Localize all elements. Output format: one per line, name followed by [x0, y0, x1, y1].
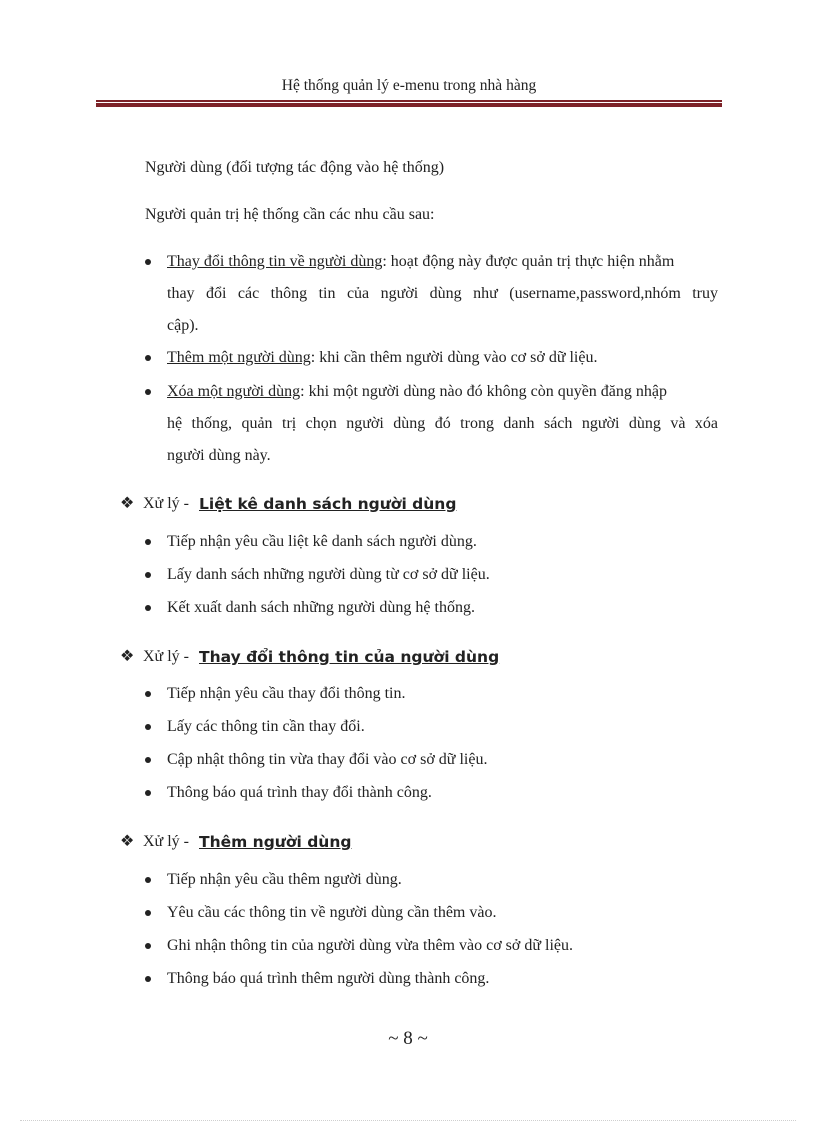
list-item: Cập nhật thông tin vừa thay đổi vào cơ sở dữ liệu.	[167, 751, 488, 768]
section-label: Xử lý -	[143, 648, 189, 665]
bullet-icon	[145, 943, 151, 949]
section-title: Thêm người dùng	[199, 833, 352, 851]
intro-line-2: Người quản trị hệ thống cần các nhu cầu sau:	[145, 206, 435, 223]
bullet-icon	[145, 691, 151, 697]
need-desc-line: thay đổi các thông tin của người dùng như (username,password,nhóm truy	[167, 285, 718, 302]
list-item: Thông báo quá trình thay đổi thành công.	[167, 784, 432, 801]
list-item: Thông báo quá trình thêm người dùng thành công.	[167, 970, 490, 987]
need-term: Xóa một người dùng	[167, 383, 301, 400]
diamond-bullet-icon: ❖	[120, 648, 135, 665]
list-item: Kết xuất danh sách những người dùng hệ thống.	[167, 599, 475, 616]
bullet-icon	[145, 539, 151, 545]
need-desc: : khi cần thêm người dùng vào cơ sở dữ liệu.	[310, 349, 598, 366]
header-rule-thin	[96, 100, 722, 102]
section-title: Thay đổi thông tin của người dùng	[199, 648, 500, 666]
bullet-icon	[145, 389, 151, 395]
list-item: Ghi nhận thông tin của người dùng vừa thêm vào cơ sở dữ liệu.	[167, 937, 573, 954]
page-number: ~ 8 ~	[388, 1028, 428, 1049]
footer-divider	[20, 1120, 796, 1121]
need-desc-line: cập).	[167, 317, 199, 334]
section-label: Xử lý -	[143, 833, 189, 850]
header-title: Hệ thống quản lý e-menu trong nhà hàng	[281, 77, 537, 94]
list-item: Lấy danh sách những người dùng từ cơ sở dữ liệu.	[167, 566, 490, 583]
bullet-icon	[145, 355, 151, 361]
bullet-icon	[145, 605, 151, 611]
need-desc-line: hệ thống, quản trị chọn người dùng đó trong danh sách người dùng và xóa	[167, 415, 718, 432]
list-item: Lấy các thông tin cần thay đổi.	[167, 718, 365, 735]
section-label: Xử lý -	[143, 495, 189, 512]
list-item-need-2	[167, 348, 597, 368]
bullet-icon	[145, 572, 151, 578]
intro-line-1: Người dùng (đối tượng tác động vào hệ thống)	[145, 159, 445, 176]
need-term: Thay đổi thông tin về người dùng	[167, 253, 383, 270]
bullet-icon	[145, 259, 151, 265]
need-desc: : khi một người dùng nào đó không còn quyền đăng nhập	[300, 383, 667, 400]
need-desc: : hoạt động này được quản trị thực hiện nhằm	[382, 253, 675, 270]
diamond-bullet-icon: ❖	[120, 495, 135, 512]
need-desc-line: người dùng này.	[167, 447, 271, 464]
list-item-need-1	[167, 252, 674, 272]
list-item-need-3	[167, 382, 667, 402]
bullet-icon	[145, 910, 151, 916]
bullet-icon	[145, 790, 151, 796]
header-rule-thick	[96, 103, 722, 107]
need-term: Thêm một người dùng	[167, 349, 311, 366]
bullet-icon	[145, 877, 151, 883]
bullet-icon	[145, 757, 151, 763]
header-rule	[96, 100, 722, 108]
diamond-bullet-icon: ❖	[120, 833, 135, 850]
list-item: Tiếp nhận yêu cầu thêm người dùng.	[167, 871, 402, 888]
list-item: Yêu cầu các thông tin về người dùng cần thêm vào.	[167, 904, 497, 921]
list-item: Tiếp nhận yêu cầu liệt kê danh sách người dùng.	[167, 533, 477, 550]
list-item: Tiếp nhận yêu cầu thay đổi thông tin.	[167, 685, 406, 702]
bullet-icon	[145, 976, 151, 982]
bullet-icon	[145, 724, 151, 730]
section-title: Liệt kê danh sách người dùng	[199, 495, 457, 513]
